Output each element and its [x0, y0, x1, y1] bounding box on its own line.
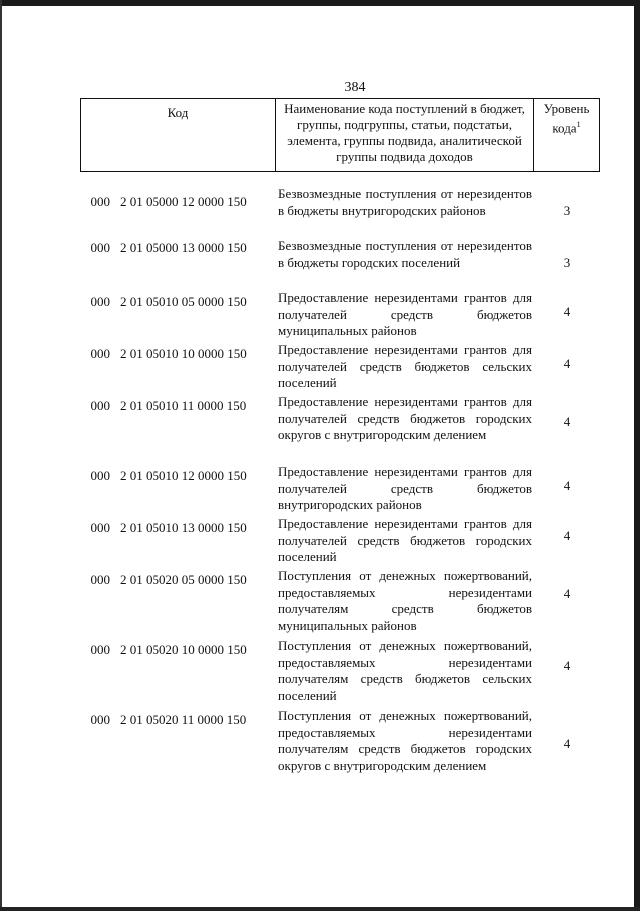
scan-edge-top [0, 0, 640, 6]
header-level-text: Уровень кода [543, 101, 590, 136]
page-number: 384 [344, 80, 366, 95]
row-admin-code: 000 [90, 572, 110, 587]
row-income-code: 2 01 05010 11 0000 150 [120, 398, 247, 413]
header-level [534, 99, 599, 171]
table-row [0, 394, 640, 462]
table-row [0, 464, 640, 514]
row-income-code: 2 01 05010 12 0000 150 [120, 468, 247, 483]
row-name: Предоставление нерезидентами грантов для получателей средств бюджетов муниципальных районов [278, 290, 532, 338]
row-level: 4 [563, 304, 571, 319]
header-name: Наименование кода поступлений в бюджет, группы, подгруппы, статьи, подстатьи, элемента, группы подвида, аналитической группы подвида доходов [276, 99, 534, 171]
row-level: 4 [563, 414, 571, 429]
row-income-code: 2 01 05020 11 0000 150 [120, 712, 247, 727]
row-admin-code: 000 [90, 642, 110, 657]
table-row [0, 568, 640, 636]
table-row [0, 238, 640, 288]
row-admin-code: 000 [90, 398, 110, 413]
table-header [80, 98, 600, 172]
row-income-code: 2 01 05000 12 0000 150 [120, 194, 247, 209]
row-name: Предоставление нерезидентами грантов для получателей средств бюджетов внутригородских районов [278, 464, 532, 512]
row-admin-code: 000 [90, 468, 110, 483]
row-level: 4 [563, 658, 571, 673]
row-name: Безвозмездные поступления от нерезидентов в бюджеты внутригородских районов [278, 186, 532, 218]
row-level: 3 [563, 255, 571, 270]
table-row [0, 342, 640, 392]
row-name: Безвозмездные поступления от нерезидентов в бюджеты городских поселений [278, 238, 532, 270]
row-name: Поступления от денежных пожертвований, предоставляемых нерезидентами получателям средств бюджетов муниципальных районов [278, 568, 532, 633]
table-row [0, 186, 640, 236]
row-income-code: 2 01 05000 13 0000 150 [120, 240, 247, 255]
table-row [0, 290, 640, 340]
row-level: 4 [563, 478, 571, 493]
table-body [0, 186, 640, 796]
row-income-code: 2 01 05010 13 0000 150 [120, 520, 247, 535]
row-admin-code: 000 [90, 346, 110, 361]
scan-edge-bottom [0, 907, 640, 911]
row-name: Поступления от денежных пожертвований, предоставляемых нерезидентами получателям средств бюджетов городских округов с внутригородским делением [278, 708, 532, 773]
row-admin-code: 000 [90, 240, 110, 255]
row-admin-code: 000 [90, 520, 110, 535]
row-level: 4 [563, 586, 571, 601]
row-level: 3 [563, 203, 571, 218]
header-code: Код [81, 99, 276, 171]
row-income-code: 2 01 05020 10 0000 150 [120, 642, 247, 657]
row-admin-code: 000 [90, 712, 110, 727]
row-name: Предоставление нерезидентами грантов для получателей средств бюджетов городских поселений [278, 516, 532, 564]
row-name: Поступления от денежных пожертвований, предоставляемых нерезидентами получателям средств бюджетов сельских поселений [278, 638, 532, 703]
row-income-code: 2 01 05010 10 0000 150 [120, 346, 247, 361]
table-row [0, 638, 640, 706]
header-level-footnote: 1 [576, 120, 581, 129]
row-level: 4 [563, 356, 571, 371]
row-admin-code: 000 [90, 194, 110, 209]
table-row [0, 708, 640, 794]
row-name: Предоставление нерезидентами грантов для получателей средств бюджетов городских округов с внутригородским делением [278, 394, 532, 442]
row-income-code: 2 01 05010 05 0000 150 [120, 294, 247, 309]
table-row [0, 516, 640, 566]
row-admin-code: 000 [90, 294, 110, 309]
row-level: 4 [563, 528, 571, 543]
row-income-code: 2 01 05020 05 0000 150 [120, 572, 247, 587]
row-name: Предоставление нерезидентами грантов для получателей средств бюджетов сельских поселений [278, 342, 532, 390]
row-level: 4 [563, 736, 571, 751]
